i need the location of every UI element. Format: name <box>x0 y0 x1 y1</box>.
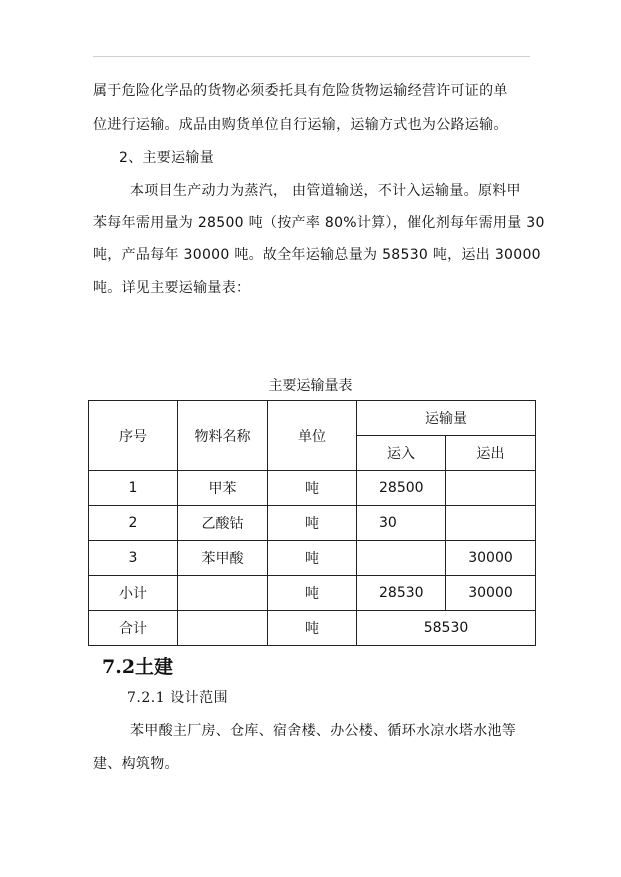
paragraph-line: 位进行运输。成品由购货单位自行运输，运输方式也为公路运输。 <box>93 117 508 133</box>
paragraph-line: 建、构筑物。 <box>93 756 179 772</box>
cell-name: 乙酸钴 <box>178 506 268 541</box>
cell-out: 30000 <box>446 576 536 611</box>
header-rule <box>93 56 530 57</box>
section-heading-transport: 2、主要运输量 <box>119 150 215 166</box>
cell-name: 甲苯 <box>178 471 268 506</box>
cell-in: 28500 <box>357 471 446 506</box>
cell-total-value: 58530 <box>357 611 536 646</box>
table-row <box>89 541 536 576</box>
table-row <box>89 506 536 541</box>
table-caption: 主要运输量表 <box>268 378 353 394</box>
cell-out: 30000 <box>446 541 536 576</box>
cell-in <box>357 541 446 576</box>
cell-no: 小计 <box>89 576 178 611</box>
cell-total-unit: 吨 <box>268 611 357 646</box>
header-in: 运入 <box>357 436 446 471</box>
paragraph-line: 吨。详见主要运输量表： <box>93 280 251 296</box>
paragraph-line: 苯每年需用量为 28500 吨（按产率 80%计算），催化剂每年需用量 30 <box>93 215 545 231</box>
section-heading-civil: 7.2土建 <box>102 656 174 678</box>
cell-total-name <box>178 611 268 646</box>
cell-no: 2 <box>89 506 178 541</box>
header-name: 物料名称 <box>178 401 268 471</box>
cell-unit: 吨 <box>268 576 357 611</box>
cell-unit: 吨 <box>268 471 357 506</box>
header-unit: 单位 <box>268 401 357 471</box>
cell-in: 30 <box>357 506 446 541</box>
paragraph-line: 吨，产品每年 30000 吨。故全年运输总量为 58530 吨，运出 30000 <box>93 247 541 263</box>
cell-unit: 吨 <box>268 506 357 541</box>
table-row-total <box>89 611 536 646</box>
cell-total-label: 合计 <box>89 611 178 646</box>
table-header-row <box>89 401 536 436</box>
cell-out <box>446 471 536 506</box>
cell-name <box>178 576 268 611</box>
cell-in: 28530 <box>357 576 446 611</box>
header-transport: 运输量 <box>357 401 536 436</box>
table-row-subtotal <box>89 576 536 611</box>
paragraph-line: 本项目生产动力为蒸汽， 由管道输送，不计入运输量。原料甲 <box>130 183 521 199</box>
paragraph-line: 属于危险化学品的货物必须委托具有危险货物运输经营许可证的单 <box>93 83 508 99</box>
cell-name: 苯甲酸 <box>178 541 268 576</box>
transport-table <box>88 400 536 646</box>
table-row <box>89 471 536 506</box>
cell-no: 3 <box>89 541 178 576</box>
header-no: 序号 <box>89 401 178 471</box>
subsection-heading-scope: 7.2.1 设计范围 <box>127 690 229 706</box>
cell-out <box>446 506 536 541</box>
header-out: 运出 <box>446 436 536 471</box>
cell-unit: 吨 <box>268 541 357 576</box>
cell-no: 1 <box>89 471 178 506</box>
paragraph-line: 苯甲酸主厂房、仓库、宿舍楼、办公楼、循环水凉水塔水池等 <box>130 723 517 739</box>
